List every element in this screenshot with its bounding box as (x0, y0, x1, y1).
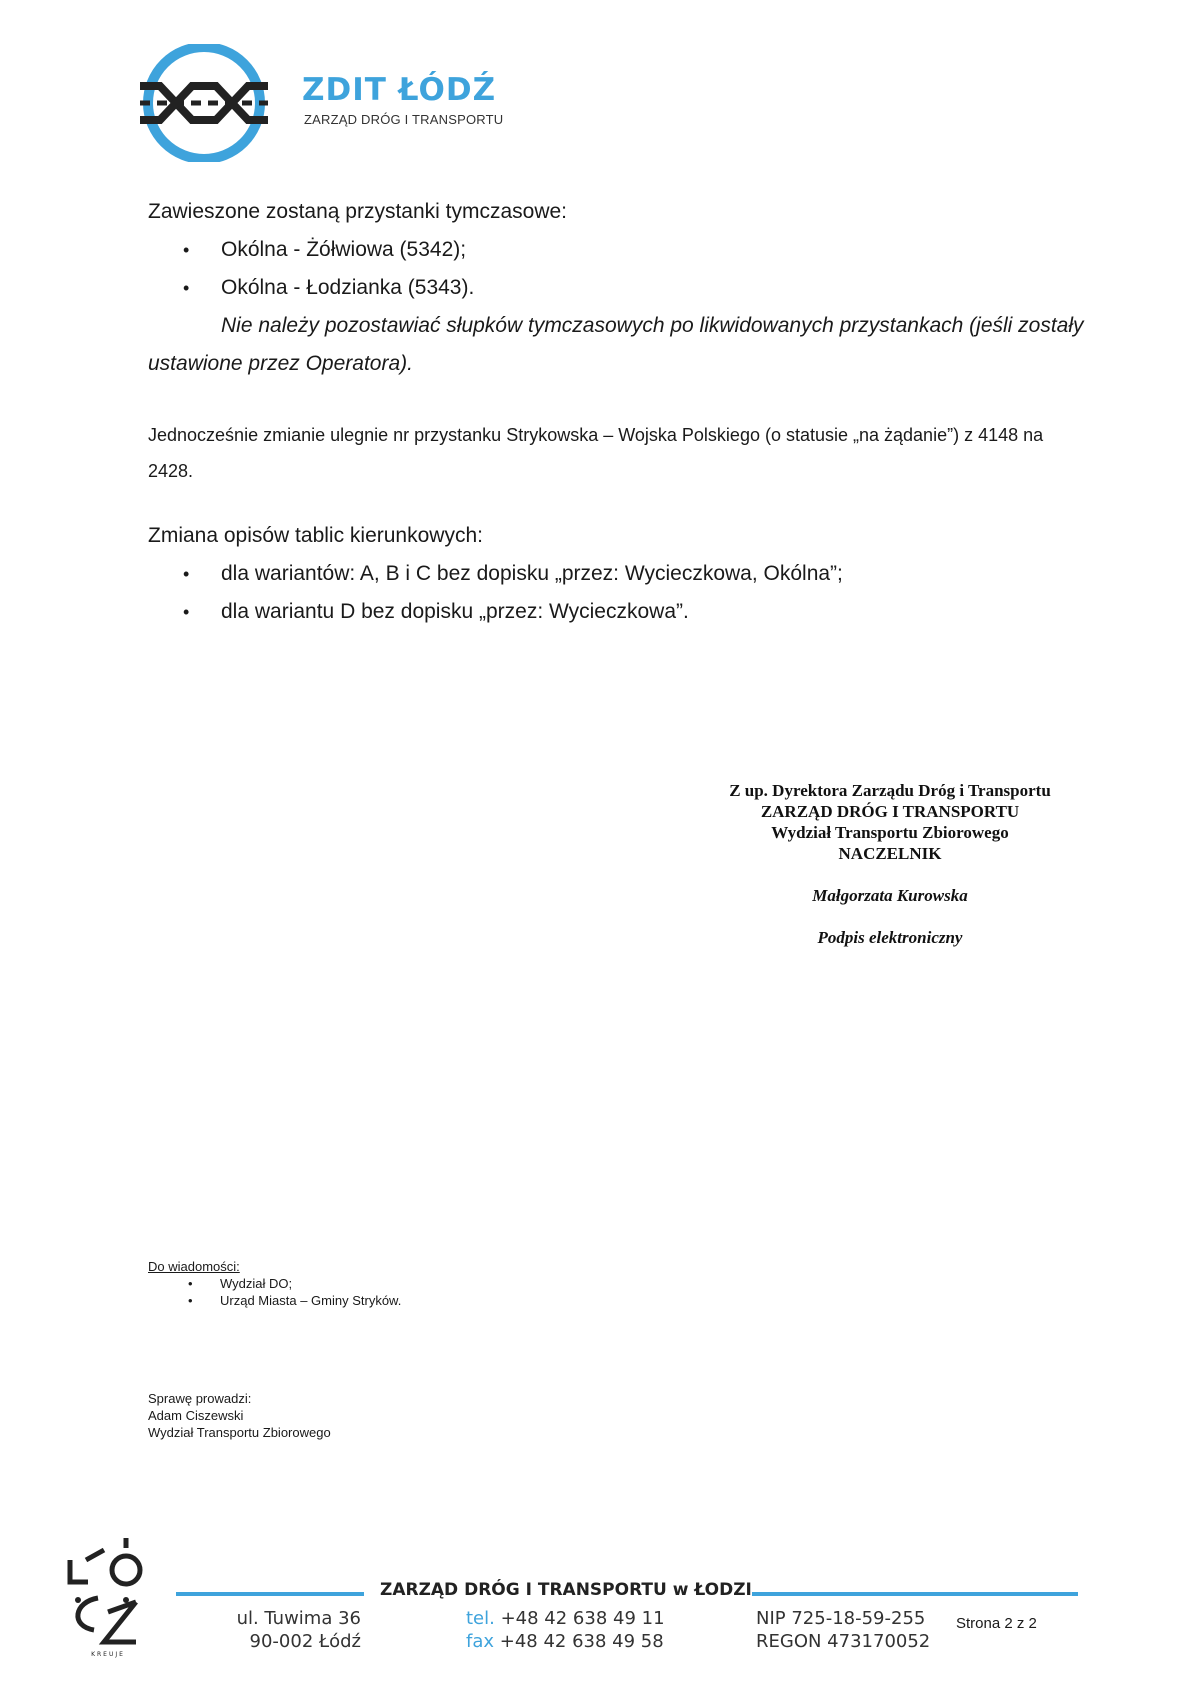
footer-city: 90-002 Łódź (249, 1631, 361, 1652)
signatory-name: Małgorzata Kurowska (812, 886, 968, 905)
list-item: • Okólna - Łodzianka (5343). (148, 269, 1088, 307)
footer-title: ZARZĄD DRÓG I TRANSPORTU w ŁODZI (380, 1580, 752, 1600)
stop-number-change: Jednocześnie zmianie ulegnie nr przystanku Strykowska – Wojska Polskiego (o statusie „na żądanie”) z 4148 na 2428. (148, 425, 1044, 481)
signature-line: NACZELNIK (838, 844, 942, 863)
footer-regon: REGON 473170052 (756, 1631, 931, 1652)
case-handler-block (148, 1390, 331, 1441)
fax-label: fax (466, 1631, 495, 1652)
footer-rule-left (176, 1592, 364, 1596)
footer-address (236, 1607, 361, 1653)
footer-nip: NIP 725-18-59-255 (756, 1608, 926, 1629)
handler-label: Sprawę prowadzi: (148, 1391, 252, 1406)
logo-subtitle: ZARZĄD DRÓG I TRANSPORTU (304, 112, 504, 127)
signature-line: Z up. Dyrektora Zarządu Dróg i Transportu (729, 781, 1051, 800)
page-number: Strona 2 z 2 (956, 1615, 1037, 1632)
footer-ids (756, 1607, 930, 1653)
footer-fax: +48 42 638 49 58 (499, 1631, 664, 1652)
handler-name: Adam Ciszewski (148, 1408, 244, 1423)
boards-intro: Zmiana opisów tablic kierunkowych: (148, 524, 483, 547)
boards-list (148, 555, 1088, 631)
logo-name: ZDIT ŁÓDŹ (302, 72, 497, 108)
tel-label: tel. (466, 1608, 495, 1629)
list-item: • Wydział DO; (148, 1275, 401, 1292)
document-body (148, 193, 1088, 631)
footer-contact (466, 1607, 665, 1653)
list-item: • Urząd Miasta – Gminy Stryków. (148, 1292, 401, 1309)
list-item: • dla wariantu D bez dopisku „przez: Wycieczkowa”. (148, 593, 1088, 631)
lodz-city-mark-icon (64, 1530, 154, 1660)
handler-department: Wydział Transportu Zbiorowego (148, 1425, 331, 1440)
footer-tel: +48 42 638 49 11 (500, 1608, 665, 1629)
signature-line: Wydział Transportu Zbiorowego (771, 823, 1009, 842)
suspended-stops-list (148, 231, 1088, 307)
mark-caption: KREUJE (91, 1651, 125, 1658)
removal-note: Nie należy pozostawiać słupków tymczasowych po likwidowanych przystankach (jeśli zostały ustawione przez Operatora). (148, 314, 1084, 375)
footer-street: ul. Tuwima 36 (236, 1608, 361, 1629)
signature-block (680, 780, 1100, 948)
signature-line: ZARZĄD DRÓG I TRANSPORTU (760, 802, 1020, 821)
list-item: • Okólna - Żółwiowa (5342); (148, 231, 1088, 269)
distribution-list (148, 1275, 401, 1309)
distribution-title: Do wiadomości: (148, 1259, 240, 1274)
footer-rule-right (752, 1592, 1078, 1596)
suspended-intro: Zawieszone zostaną przystanki tymczasowe: (148, 200, 568, 223)
list-item: • dla wariantów: A, B i C bez dopisku „przez: Wycieczkowa, Okólna”; (148, 555, 1088, 593)
distribution-block (148, 1258, 401, 1309)
electronic-signature-note: Podpis elektroniczny (817, 928, 963, 947)
